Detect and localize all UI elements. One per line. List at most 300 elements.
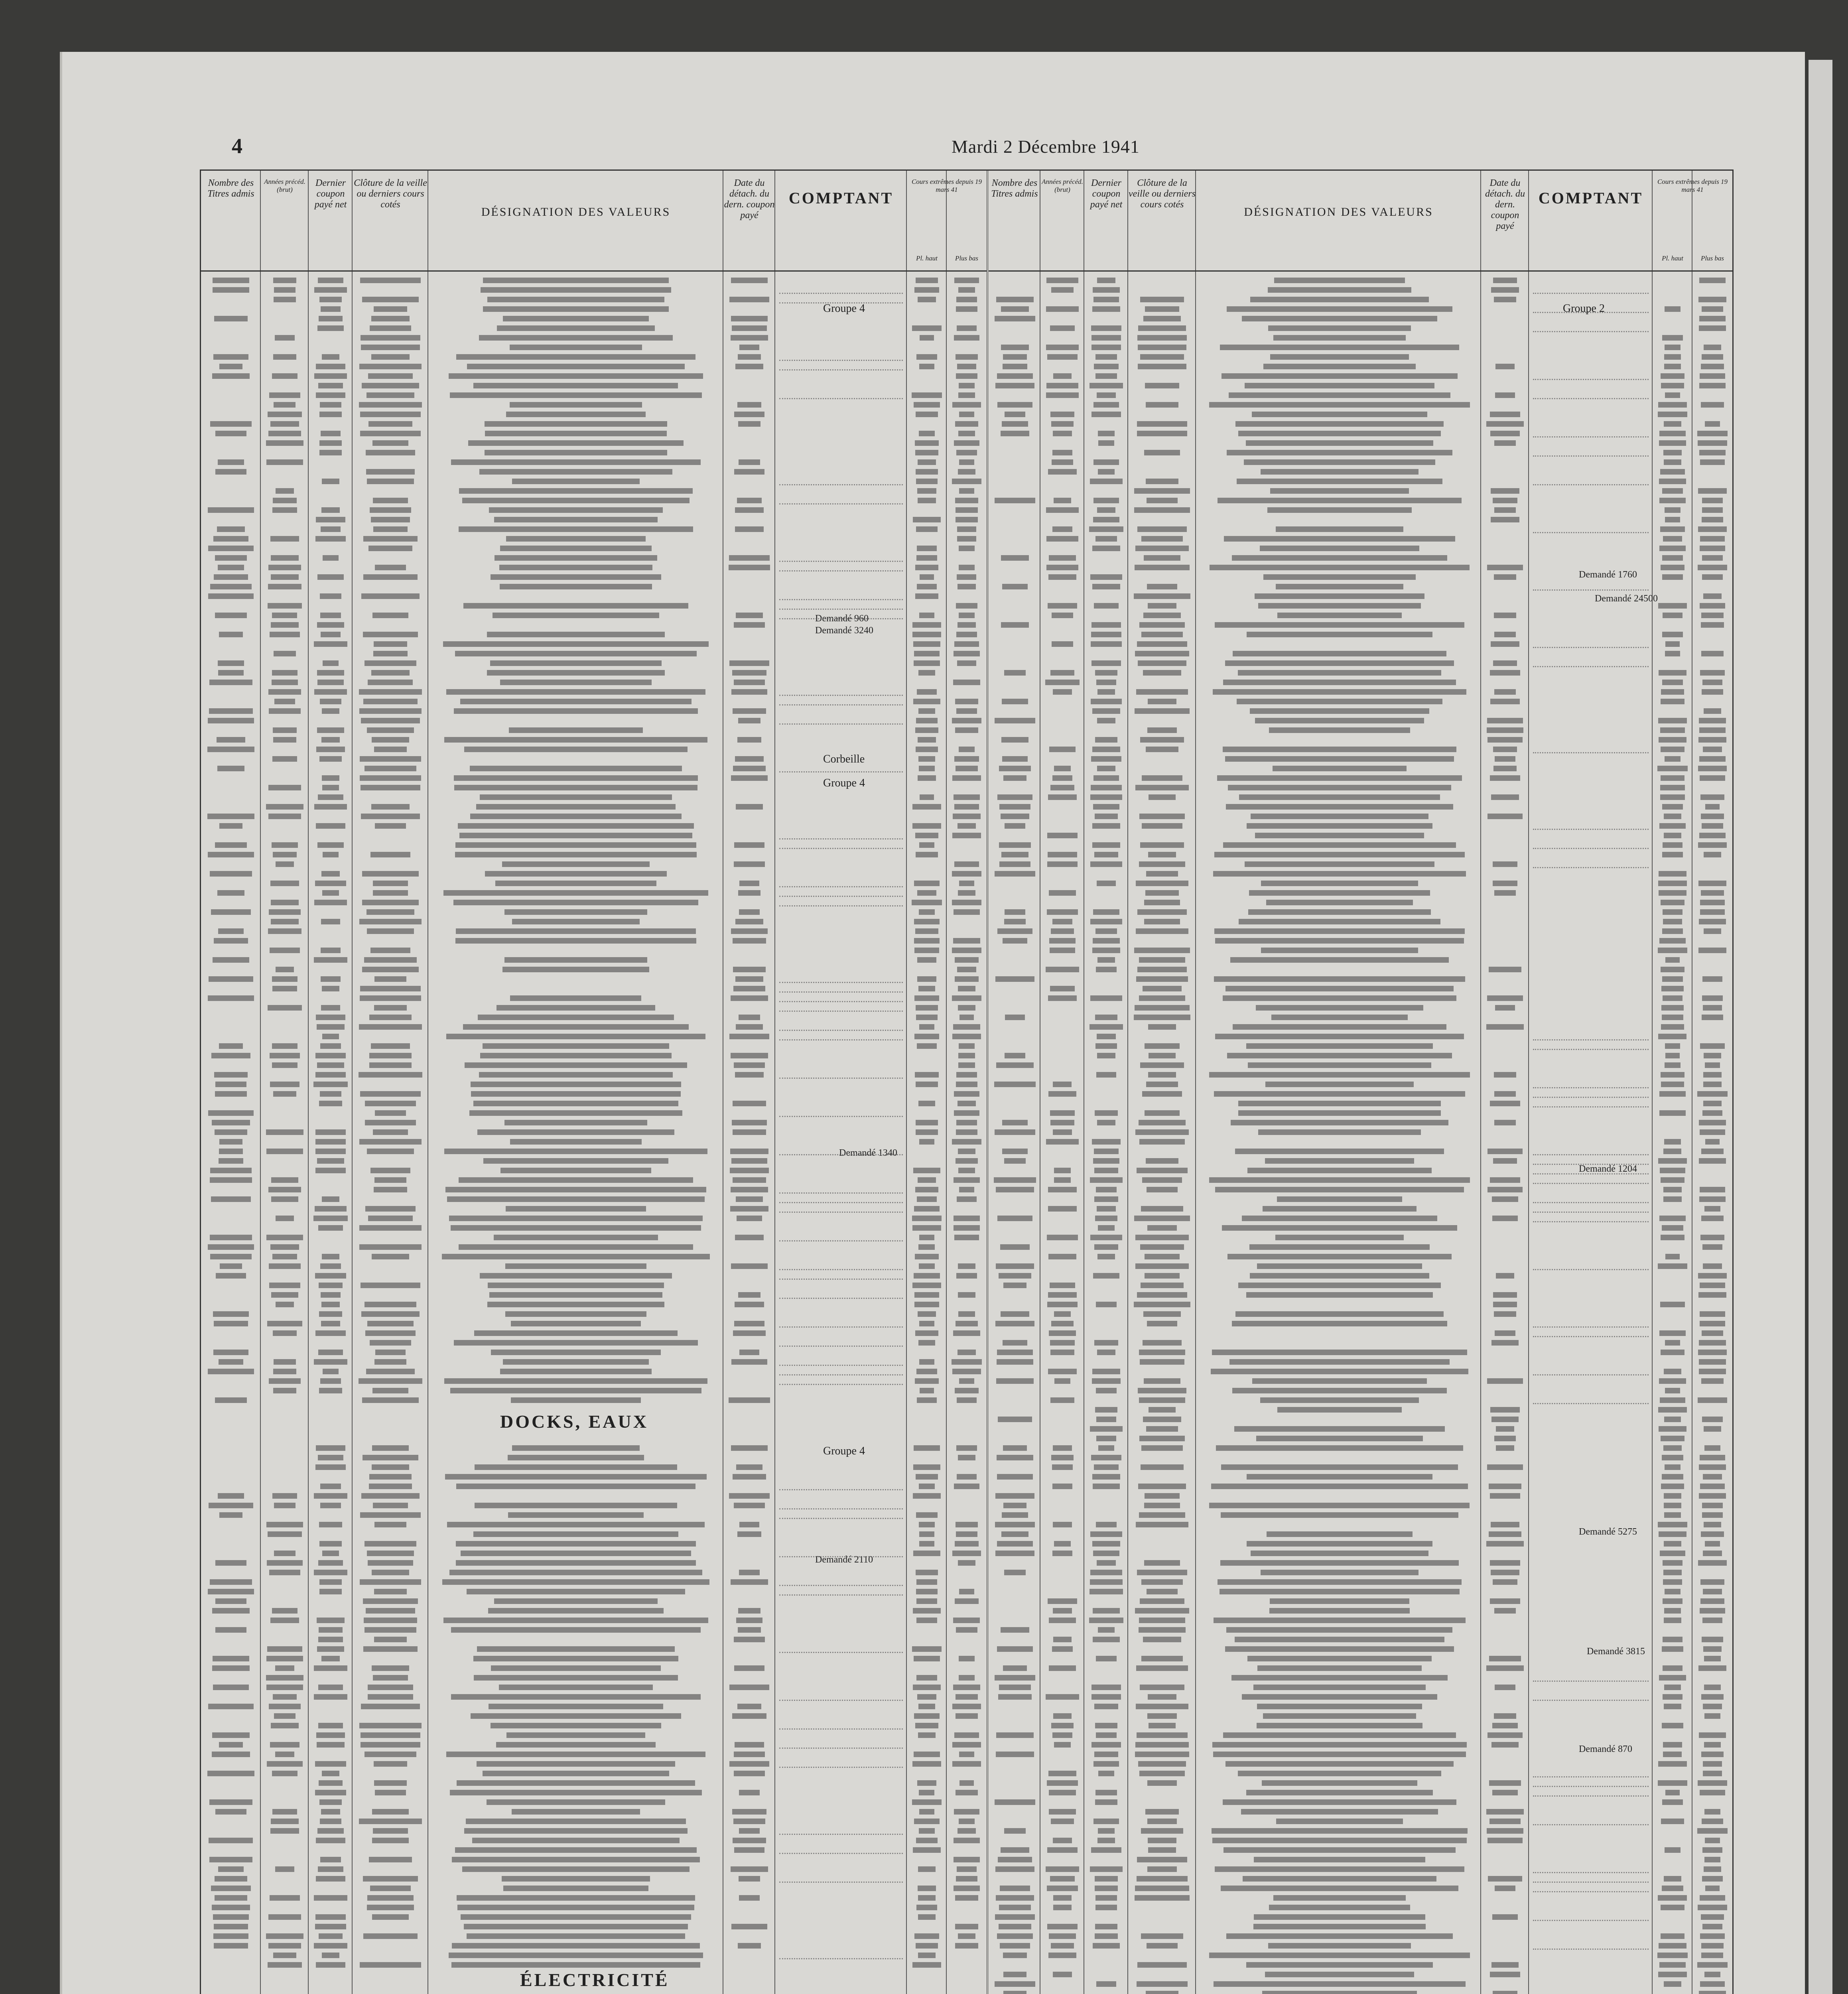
table-row (989, 1578, 1732, 1587)
table-row (989, 1004, 1732, 1013)
table-row (989, 1741, 1732, 1750)
table-row (201, 1607, 987, 1616)
table-row (201, 1626, 987, 1635)
table-row (989, 1128, 1732, 1137)
hdr-plus-bas: Plus bas (955, 254, 979, 262)
table-row (201, 1214, 987, 1223)
table-row (201, 343, 987, 352)
section-electricite: ÉLECTRICITÉ (520, 1970, 670, 1990)
table-row (201, 631, 987, 639)
table-row (989, 1454, 1732, 1462)
table-row (989, 382, 1732, 390)
table-row (201, 1281, 987, 1290)
table-row (201, 1099, 987, 1108)
table-row (201, 1923, 987, 1931)
table-row (989, 1760, 1732, 1769)
table-row (201, 1635, 987, 1644)
table-row (201, 774, 987, 783)
table-row (989, 506, 1732, 515)
table-row (201, 1741, 987, 1750)
table-row (201, 1616, 987, 1625)
table-row (989, 1712, 1732, 1721)
left-group-label: Groupe 4 (823, 1445, 865, 1457)
table-row (989, 1961, 1732, 1970)
table-row (201, 372, 987, 381)
table-row (201, 937, 987, 946)
table-row (201, 1310, 987, 1319)
table-row (989, 1243, 1732, 1252)
left-demande: Demandé 960 (815, 613, 869, 624)
table-row (989, 1884, 1732, 1893)
hdr-plus-bas: Plus bas (1700, 254, 1724, 262)
table-row (201, 908, 987, 917)
table-row (989, 1789, 1732, 1797)
table-row (989, 1980, 1732, 1989)
table-row (201, 1023, 987, 1032)
table-row (201, 736, 987, 745)
table-row (989, 879, 1732, 888)
table-row (989, 822, 1732, 831)
table-row (989, 1923, 1732, 1931)
right-demande: Demandé 1760 (1579, 569, 1637, 580)
table-row (989, 1387, 1732, 1395)
table-row (989, 717, 1732, 725)
table-row (201, 477, 987, 486)
table-row (201, 1186, 987, 1194)
table-row (201, 1511, 987, 1520)
table-row (989, 1358, 1732, 1367)
table-row (989, 1836, 1732, 1845)
table-row (201, 965, 987, 974)
hdr-cours: Cours extrêmes depuis 19 mars 41 (911, 178, 982, 193)
table-row (989, 1042, 1732, 1051)
table-row (201, 1348, 987, 1357)
table-row (989, 1310, 1732, 1319)
table-row (989, 1702, 1732, 1711)
table-row (201, 755, 987, 764)
table-row (201, 1702, 987, 1711)
table-row (989, 1913, 1732, 1922)
table-row (201, 745, 987, 754)
table-row (201, 449, 987, 457)
table-row (201, 1875, 987, 1884)
table-row (201, 688, 987, 697)
right-group-label: Groupe 2 (1563, 302, 1605, 315)
table-row (989, 1233, 1732, 1242)
left-group-label: Groupe 4 (823, 777, 865, 789)
table-row (989, 774, 1732, 783)
table-row (989, 650, 1732, 658)
table-row (989, 1693, 1732, 1702)
table-row (201, 1932, 987, 1941)
table-row (989, 1750, 1732, 1759)
left-demande: Demandé 2110 (815, 1555, 873, 1565)
table-row (201, 1042, 987, 1051)
table-row (989, 640, 1732, 649)
table-row (201, 430, 987, 438)
table-row (989, 1856, 1732, 1864)
table-row (989, 1683, 1732, 1692)
table-row (989, 764, 1732, 773)
table-row (201, 1693, 987, 1702)
table-row (201, 324, 987, 333)
table-row (989, 439, 1732, 448)
table-row (201, 1674, 987, 1683)
table-row (201, 707, 987, 716)
table-row (201, 420, 987, 429)
table-row (201, 650, 987, 658)
table-row (201, 1166, 987, 1175)
table-row (989, 1090, 1732, 1099)
hdr-date: Date du détach. du dern. coupon payé (1485, 178, 1525, 231)
table-row (201, 1224, 987, 1233)
table-row (989, 286, 1732, 295)
table-row (989, 410, 1732, 419)
left-header (201, 171, 987, 272)
table-row (989, 946, 1732, 955)
table-row (989, 784, 1732, 792)
left-group-label: Groupe 4 (823, 302, 865, 315)
table-row (989, 1549, 1732, 1558)
table-row (989, 1262, 1732, 1271)
table-row (989, 1071, 1732, 1080)
table-row (201, 1243, 987, 1252)
table-row (989, 276, 1732, 285)
table-row (201, 1712, 987, 1721)
table-row (201, 363, 987, 371)
table-row (989, 707, 1732, 716)
table-row (201, 1473, 987, 1482)
table-row (989, 860, 1732, 869)
table-row (989, 889, 1732, 898)
table-row (201, 544, 987, 553)
table-row (201, 487, 987, 496)
table-row (989, 918, 1732, 926)
table-row (989, 1540, 1732, 1549)
table-row (201, 1894, 987, 1903)
table-row (989, 1463, 1732, 1472)
hdr-pl-haut: Pl. haut (1662, 254, 1683, 262)
table-row (989, 391, 1732, 400)
table-row (989, 1300, 1732, 1309)
table-row (201, 602, 987, 611)
table-row (201, 592, 987, 601)
table-row (989, 1674, 1732, 1683)
table-row (201, 516, 987, 524)
table-row (201, 1798, 987, 1807)
section-docks-eaux: DOCKS, EAUX (500, 1411, 648, 1432)
table-row (989, 583, 1732, 591)
table-row (989, 401, 1732, 410)
table-row (989, 851, 1732, 859)
table-row (201, 1655, 987, 1663)
table-row (201, 1913, 987, 1922)
table-row (201, 1272, 987, 1281)
hdr-designation: DÉSIGNATION DES VALEURS (481, 205, 671, 219)
table-row (201, 1377, 987, 1386)
table-row (201, 1090, 987, 1099)
table-row (201, 1358, 987, 1367)
hdr-cours: Cours extrêmes depuis 19 mars 41 (1657, 178, 1728, 193)
table-row (201, 1061, 987, 1070)
table-row (201, 1836, 987, 1845)
right-demande: Demandé 3815 (1587, 1646, 1645, 1657)
table-row (989, 1425, 1732, 1434)
table-row (989, 1501, 1732, 1510)
table-row (201, 468, 987, 477)
table-row (201, 698, 987, 706)
table-row (201, 1262, 987, 1271)
table-row (201, 1827, 987, 1836)
table-row (201, 1597, 987, 1606)
table-row (201, 296, 987, 304)
table-row (989, 1932, 1732, 1941)
table-row (201, 1760, 987, 1769)
table-row (201, 870, 987, 879)
hdr-date: Date du détach. du dern. coupon payé (724, 178, 775, 221)
table-row (201, 822, 987, 831)
table-row (989, 430, 1732, 438)
table-row (989, 1080, 1732, 1089)
table-row (989, 1320, 1732, 1328)
table-row (201, 1530, 987, 1539)
table-row (201, 1157, 987, 1166)
table-row (989, 1434, 1732, 1443)
table-row (989, 1224, 1732, 1233)
table-row (201, 784, 987, 792)
table-row (989, 1272, 1732, 1281)
table-row (201, 1032, 987, 1041)
table-row (989, 937, 1732, 946)
table-row (989, 1023, 1732, 1032)
table-row (201, 860, 987, 869)
table-row (201, 1300, 987, 1309)
table-row (989, 1205, 1732, 1214)
table-row (201, 994, 987, 1003)
table-row (201, 918, 987, 926)
table-row (201, 439, 987, 448)
table-row (989, 1559, 1732, 1568)
hdr-designation: DÉSIGNATION DES VALEURS (1244, 205, 1433, 219)
page-date: Mardi 2 Décembre 1941 (952, 136, 1140, 157)
table-row (201, 1540, 987, 1549)
table-row (989, 1195, 1732, 1204)
table-row (201, 1731, 987, 1740)
table-row (989, 975, 1732, 984)
table-row (989, 296, 1732, 304)
table-row (989, 1894, 1732, 1903)
table-row (989, 812, 1732, 821)
table-row (989, 1052, 1732, 1060)
table-row (201, 1128, 987, 1137)
table-row (989, 1951, 1732, 1960)
table-row (201, 1492, 987, 1501)
table-row (989, 487, 1732, 496)
table-row (989, 1903, 1732, 1912)
table-row (201, 1013, 987, 1022)
table-row (989, 1779, 1732, 1788)
table-row (989, 1664, 1732, 1673)
table-row (201, 286, 987, 295)
right-demande: Demandé 1204 (1579, 1164, 1637, 1174)
table-row (201, 1176, 987, 1185)
table-row (989, 1061, 1732, 1070)
table-row (201, 985, 987, 993)
table-row (201, 1588, 987, 1596)
table-row (201, 1856, 987, 1864)
table-row (989, 564, 1732, 572)
table-row (989, 1367, 1732, 1376)
table-row (989, 334, 1732, 343)
hdr-cloture: Clôture de la veille ou derniers cours cotés (354, 178, 427, 210)
table-row (989, 353, 1732, 362)
table-row (201, 812, 987, 821)
table-row (201, 1195, 987, 1204)
table-row (989, 927, 1732, 936)
table-row (989, 1798, 1732, 1807)
table-row (201, 573, 987, 582)
table-row (989, 1099, 1732, 1108)
table-row (201, 1951, 987, 1960)
table-row (201, 1779, 987, 1788)
table-row (201, 879, 987, 888)
table-row (989, 755, 1732, 764)
table-row (989, 1588, 1732, 1596)
table-row (989, 1013, 1732, 1022)
table-row (201, 1664, 987, 1673)
table-row (989, 1521, 1732, 1529)
table-row (989, 985, 1732, 993)
table-row (201, 1444, 987, 1453)
table-row (989, 1865, 1732, 1874)
table-row (201, 1396, 987, 1405)
table-row (989, 449, 1732, 457)
table-row (989, 1253, 1732, 1261)
table-row (989, 908, 1732, 917)
table-row (989, 1808, 1732, 1817)
table-row (201, 726, 987, 735)
table-row (201, 956, 987, 965)
table-row (201, 1865, 987, 1874)
table-row (201, 851, 987, 859)
table-row (989, 1186, 1732, 1194)
page-header (62, 134, 1805, 166)
table-row (989, 698, 1732, 706)
quotation-table (200, 169, 1734, 1994)
table-row (201, 1846, 987, 1855)
hdr-nombre: Nombre des Titres admis (991, 178, 1038, 199)
table-row (201, 889, 987, 898)
hdr-pl-haut: Pl. haut (916, 254, 938, 262)
table-row (201, 1052, 987, 1060)
table-row (201, 803, 987, 812)
table-row (989, 1147, 1732, 1156)
table-row (201, 1109, 987, 1118)
table-row (201, 1808, 987, 1817)
table-row (989, 956, 1732, 965)
table-row (201, 1080, 987, 1089)
table-row (201, 678, 987, 687)
table-row (989, 1655, 1732, 1663)
table-row (989, 1348, 1732, 1357)
table-row (201, 1004, 987, 1013)
table-row (989, 659, 1732, 668)
table-row (201, 401, 987, 410)
right-table (989, 171, 1732, 1994)
table-row (201, 1521, 987, 1529)
table-row (201, 1339, 987, 1348)
table-row (989, 1415, 1732, 1424)
table-row (201, 1961, 987, 1970)
table-row (989, 1607, 1732, 1616)
hdr-comptant: COMPTANT (1538, 189, 1643, 207)
table-row (201, 1722, 987, 1730)
hdr-dernier: Dernier coupon payé net (314, 178, 347, 210)
table-row (989, 1406, 1732, 1415)
right-demande: Demandé 870 (1579, 1744, 1632, 1754)
table-row (201, 717, 987, 725)
table-row (201, 1568, 987, 1577)
table-row (989, 1511, 1732, 1520)
hdr-cloture: Clôture de la veille ou derniers cours cotés (1129, 178, 1196, 210)
table-row (201, 831, 987, 840)
table-row (201, 583, 987, 591)
table-row (989, 468, 1732, 477)
table-row (989, 516, 1732, 524)
table-row (201, 315, 987, 323)
table-row (201, 640, 987, 649)
page-number: 4 (232, 134, 242, 158)
table-row (989, 621, 1732, 630)
table-row (201, 946, 987, 955)
hdr-nombre: Nombre des Titres admis (207, 178, 254, 199)
table-row (989, 1032, 1732, 1041)
table-row (989, 1597, 1732, 1606)
table-row (989, 573, 1732, 582)
table-row (989, 1568, 1732, 1577)
table-row (201, 1071, 987, 1080)
table-row (989, 497, 1732, 505)
table-row (201, 353, 987, 362)
table-row (201, 793, 987, 802)
table-row (989, 678, 1732, 687)
table-row (201, 334, 987, 343)
table-row (989, 726, 1732, 735)
table-row (989, 1970, 1732, 1979)
hdr-annees: Années précéd. (brut) (264, 178, 305, 193)
table-row (989, 1722, 1732, 1730)
table-row (201, 554, 987, 563)
table-row (989, 1645, 1732, 1654)
table-row (989, 994, 1732, 1003)
table-row (989, 1444, 1732, 1453)
table-row (989, 315, 1732, 323)
table-row (989, 669, 1732, 678)
table-row (201, 611, 987, 620)
table-row (989, 458, 1732, 467)
table-row (201, 927, 987, 936)
table-row (989, 1138, 1732, 1147)
table-row (201, 1578, 987, 1587)
table-row (989, 1377, 1732, 1386)
table-row (989, 602, 1732, 611)
table-row (989, 1281, 1732, 1290)
table-row (989, 831, 1732, 840)
adjacent-page-edge (1809, 60, 1832, 1994)
table-row (989, 1990, 1732, 1994)
table-row (201, 1884, 987, 1893)
table-row (989, 611, 1732, 620)
